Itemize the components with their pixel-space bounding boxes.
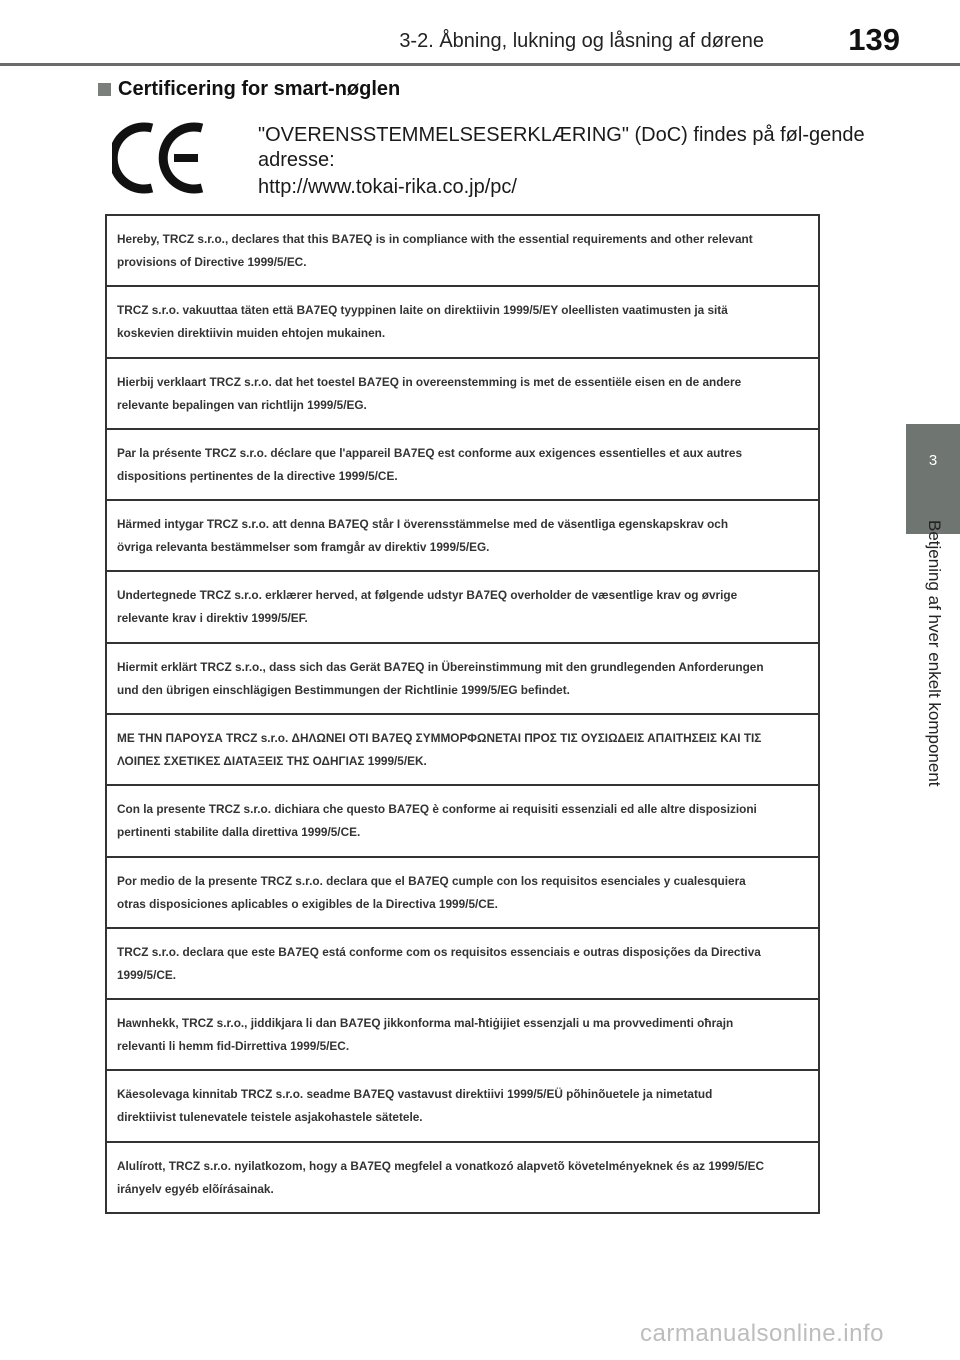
ce-mark-icon — [112, 122, 212, 194]
declaration-row-et: Käesolevaga kinnitab TRCZ s.r.o. seadme BA7EQ vastavust direktiivi 1999/5/EÜ põhinõuetele ja nimetatud direktiivist tulenevatele teistele asjakohastele sätetele. — [107, 1069, 818, 1140]
chapter-tab — [906, 424, 960, 534]
declaration-row-en: Hereby, TRCZ s.r.o., declares that this BA7EQ is in compliance with the essential requirements and other relevant provisions of Directive 1999/5/EC. — [117, 232, 753, 269]
section-heading — [98, 78, 400, 101]
chapter-side-label: Betjening af hver enkelt komponent — [925, 520, 944, 787]
chapter-number: 3 — [928, 452, 938, 469]
section-heading-text: Certificering for smart-nøglen — [118, 78, 401, 100]
square-bullet-icon — [98, 83, 111, 96]
declaration-row-it: Con la presente TRCZ s.r.o. dichiara che questo BA7EQ è conforme ai requisiti essenziali ed alle altre disposizioni pertinenti stabilite dalla direttiva 1999/5/CE. — [107, 784, 818, 855]
declaration-row-es: Por medio de la presente TRCZ s.r.o. declara que el BA7EQ cumple con los requisitos esenciales y cualesquiera otras disposiciones aplicables o exigibles de la Directiva 1999/5/CE. — [107, 856, 818, 927]
declaration-row-de: Hiermit erklärt TRCZ s.r.o., dass sich das Gerät BA7EQ in Übereinstimmung mit den grundlegenden Anforderungen und den übrigen einschlägigen Bestimmungen der Richtlinie 1999/5/EG befindet. — [107, 642, 818, 713]
header-divider — [0, 63, 960, 66]
declaration-row-nl: Hierbij verklaart TRCZ s.r.o. dat het toestel BA7EQ in overeenstemming is met de essentiële eisen en de andere relevante bepalingen van richtlijn 1999/5/EG. — [107, 357, 818, 428]
declarations-table — [105, 214, 820, 1214]
declaration-row-hu: Alulírott, TRCZ s.r.o. nyilatkozom, hogy a BA7EQ megfelel a vonatkozó alapvetõ követelményeknek és az 1999/5/EC irányelv egyéb elõírásainak. — [107, 1141, 818, 1212]
page-header-title: 3-2. Åbning, lukning og låsning af dørene — [399, 30, 764, 52]
doc-url-link[interactable]: http://www.tokai-rika.co.jp/pc/ — [258, 176, 517, 198]
page-number: 139 — [848, 22, 900, 57]
declaration-row-sv: Härmed intygar TRCZ s.r.o. att denna BA7EQ står I överensstämmelse med de väsentliga egenskapskrav och övriga relevanta bestämmelser som framgår av direktiv 1999/5/EG. — [107, 499, 818, 570]
doc-availability-text: "OVERENSSTEMMELSESERKLÆRING" (DoC) findes på føl-gende adresse: — [258, 124, 865, 171]
declaration-row-da: Undertegnede TRCZ s.r.o. erklærer herved, at følgende udstyr BA7EQ overholder de væsentlige krav og øvrige relevante krav i direktiv 1999/5/EF. — [107, 570, 818, 641]
watermark: carmanualsonline.info — [640, 1320, 884, 1347]
declaration-row-mt: Hawnhekk, TRCZ s.r.o., jiddikjara li dan BA7EQ jikkonforma mal-ħtiġijiet essenzjali u ma provvedimenti oħrajn relevanti li hemm fid-Dirrettiva 1999/5/EC. — [107, 998, 818, 1069]
declaration-row-fi: TRCZ s.r.o. vakuuttaa täten että BA7EQ tyyppinen laite on direktiivin 1999/5/EY oleellisten vaatimusten ja sitä koskevien direktiivin muiden ehtojen mukainen. — [107, 285, 818, 356]
declaration-row-fr: Par la présente TRCZ s.r.o. déclare que l'appareil BA7EQ est conforme aux exigences essentielles et aux autres dispositions pertinentes de la directive 1999/5/CE. — [107, 428, 818, 499]
declaration-row-el: ΜΕ ΤΗΝ ΠΑΡΟΥΣΑ TRCZ s.r.o. ΔΗΛΩΝΕΙ ΟΤΙ BA7EQ ΣΥΜΜΟΡΦΩΝΕΤΑΙ ΠΡΟΣ ΤΙΣ ΟΥΣΙΩΔΕΙΣ ΑΠΑΙΤΗΣΕΙΣ ΚΑΙ ΤΙΣ ΛΟΙΠΕΣ ΣΧΕΤΙΚΕΣ ΔΙΑΤΑΞΕΙΣ ΤΗΣ ΟΔΗΓΙΑΣ 1999/5/ΕΚ. — [107, 713, 818, 784]
declaration-row-pt: TRCZ s.r.o. declara que este BA7EQ está conforme com os requisitos essenciais e outras disposições da Directiva 1999/5/CE. — [107, 927, 818, 998]
